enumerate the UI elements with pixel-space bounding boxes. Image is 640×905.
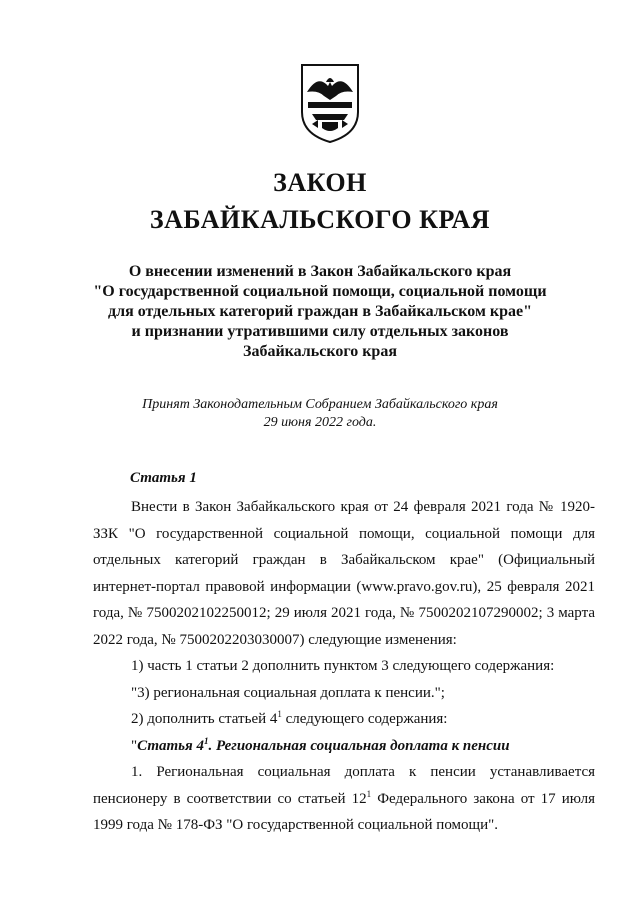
text-fragment: Статья 4: [137, 737, 205, 754]
subtitle-line: для отдельных категорий граждан в Забайкальском крае": [108, 303, 532, 320]
subtitle-line: "О государственной социальной помощи, социальной помощи: [93, 283, 547, 300]
law-region-title: ЗАБАЙКАЛЬСКОГО КРАЯ: [149, 205, 491, 234]
text-fragment: 2) дополнить статьей 4: [131, 711, 278, 727]
paragraph: [93, 706, 595, 733]
article-heading: Статья 1: [130, 470, 197, 486]
superscript: 1: [366, 788, 372, 799]
subtitle-line: и признании утратившими силу отдельных законов: [131, 323, 509, 340]
subtitle-line: Забайкальского края: [243, 343, 397, 360]
adoption-line: Принят Законодательным Собранием Забайкальского края: [142, 397, 498, 412]
text-fragment: 1. Региональная социальная доплата к пенсии устанавливается пенсионеру в соответствии со статьей 12: [93, 764, 595, 807]
coat-of-arms-emblem: [298, 62, 362, 144]
article-body: [93, 494, 595, 839]
adoption-note: [60, 396, 580, 432]
superscript: 1: [277, 709, 282, 719]
subtitle-line: О внесении изменений в Закон Забайкальского края: [128, 263, 512, 280]
text-fragment: . Региональная социальная доплата к пенсии: [208, 737, 510, 754]
law-title: ЗАКОН: [273, 168, 367, 197]
text-fragment: Федерального закона от 17 июля 1999 года № 178-ФЗ "О государственной социальной помощи".: [93, 790, 595, 833]
paragraph: "3) региональная социальная доплата к пенсии.";: [131, 684, 445, 701]
paragraph: [93, 759, 595, 839]
new-article-heading: [93, 733, 595, 760]
paragraph: 1) часть 1 статьи 2 дополнить пунктом 3 следующего содержания:: [131, 658, 555, 674]
superscript: 1: [204, 735, 209, 746]
adoption-date: 29 июня 2022 года.: [263, 415, 377, 430]
law-subtitle: [60, 262, 580, 362]
text-fragment: следующего содержания:: [281, 711, 448, 727]
paragraph: Внести в Закон Забайкальского края от 24 февраля 2021 года № 1920-ЗЗК "О государственной социальной помощи, социальной помощи для отдельных категорий граждан в Забайкальском крае" (Официальный интернет-портал правовой информации (www.pravo.gov.ru), 25 февраля 2021 года, № 7500202102250012; 29 июля 2021 года, № 7500202107290002; 3 марта 2022 года, № 7500202203030007) следующие изменения:: [93, 499, 595, 648]
text-fragment: ": [131, 737, 138, 754]
